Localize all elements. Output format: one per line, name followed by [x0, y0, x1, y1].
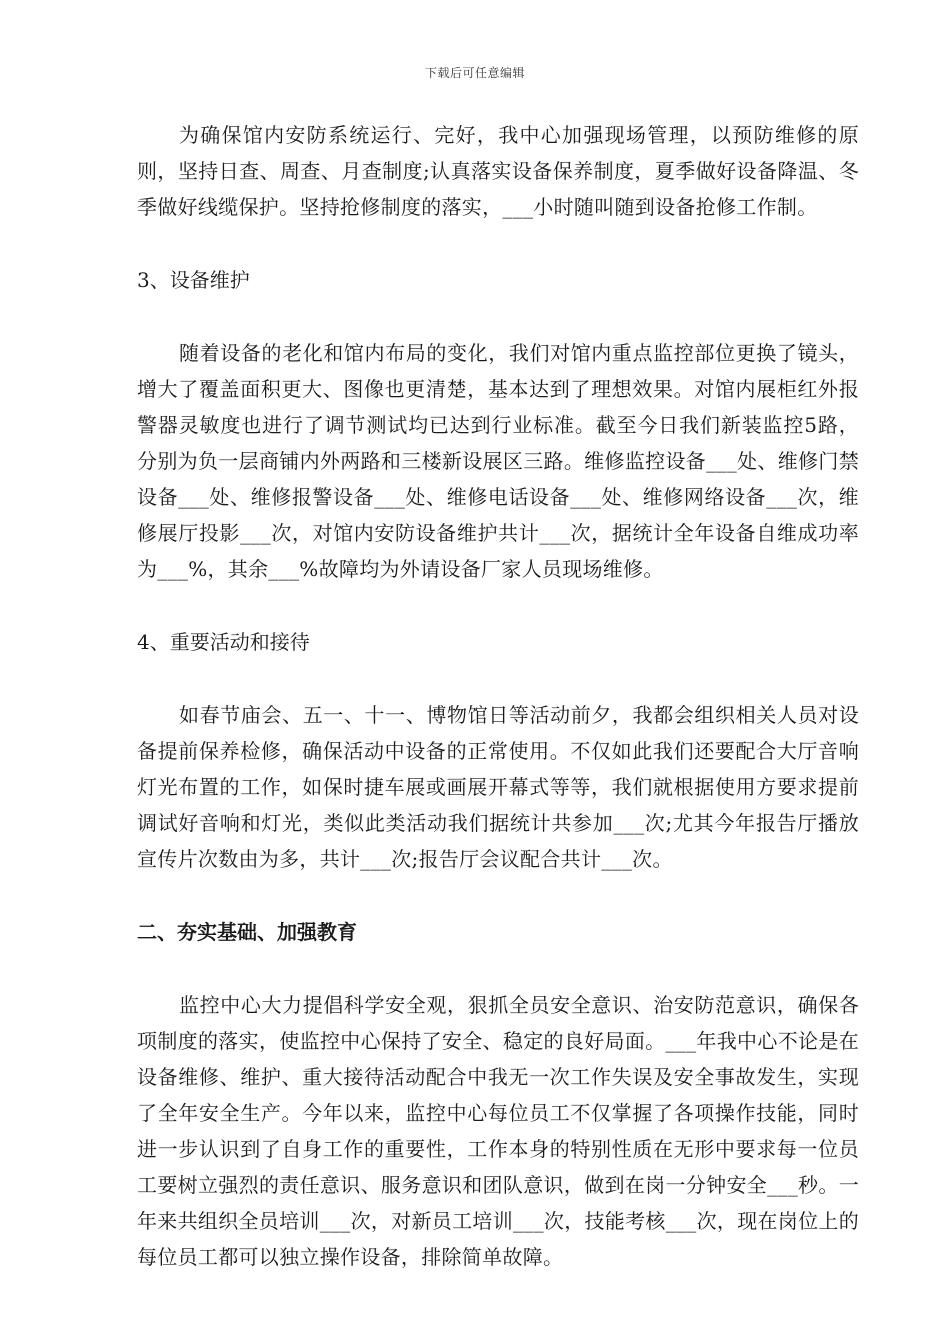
paragraph-education: 监控中心大力提倡科学安全观，狠抓全员安全意识、治安防范意识，确保各项制度的落实，使监控中心保持了安全、稳定的良好局面。___年我中心不论是在设备维修、维护、重大接待活动配合中我无一次工作失误及安全事故发生，实现了全年安全生产。今年以来，监控中心每位员工不仅掌握了各项操作技能，同时进一步认识到了自身工作的重要性，工作本身的特别性质在无形中要求每一位员工要树立强烈的责任意识、服务意识和团队意识，做到在岗一分钟安全___秒。一年来共组织全员培训___次，对新员工培训___次，技能考核___次，现在岗位上的每位员工都可以独立操作设备，排除简单故障。	[137, 993, 859, 1269]
section-title-education: 二、夯实基础、加强教育	[137, 920, 357, 944]
page-header-note: 下载后可任意编辑	[424, 66, 525, 80]
paragraph-equipment-maintenance: 随着设备的老化和馆内布局的变化，我们对馆内重点监控部位更换了镜头，增大了覆盖面积更大、图像也更清楚，基本达到了理想效果。对馆内展柜红外报警器灵敏度也进行了调节测试均已达到行业标准。截至今日我们新装监控5路，分别为负一层商铺内外两路和三楼新设展区三路。维修监控设备___处、维修门禁设备___处、维修报警设备___处、维修电话设备___处、维修网络设备___次，维修展厅投影___次，对馆内安防设备维护共计___次，据统计全年设备自维成功率为___%，其余___%故障均为外请设备厂家人员现场维修。	[137, 341, 859, 581]
paragraph-security-management: 为确保馆内安防系统运行、完好，我中心加强现场管理，以预防维修的原则，坚持日查、周查、月查制度;认真落实设备保养制度，夏季做好设备降温、冬季做好线缆保护。坚持抢修制度的落实，___小时随叫随到设备抢修工作制。	[137, 123, 859, 219]
heading-equipment-maintenance: 3、设备维护	[137, 268, 250, 292]
paragraph-important-events: 如春节庙会、五一、十一、博物馆日等活动前夕，我都会组织相关人员对设备提前保养检修，确保活动中设备的正常使用。不仅如此我们还要配合大厅音响灯光布置的工作，如保时捷车展或画展开幕式等等，我们就根据使用方要求提前调试好音响和灯光，类似此类活动我们据统计共参加___次;尤其今年报告厅播放宣传片次数由为多，共计___次;报告厅会议配合共计___次。	[137, 703, 859, 871]
document-body	[137, 117, 859, 1312]
heading-important-events: 4、重要活动和接待	[137, 630, 310, 654]
